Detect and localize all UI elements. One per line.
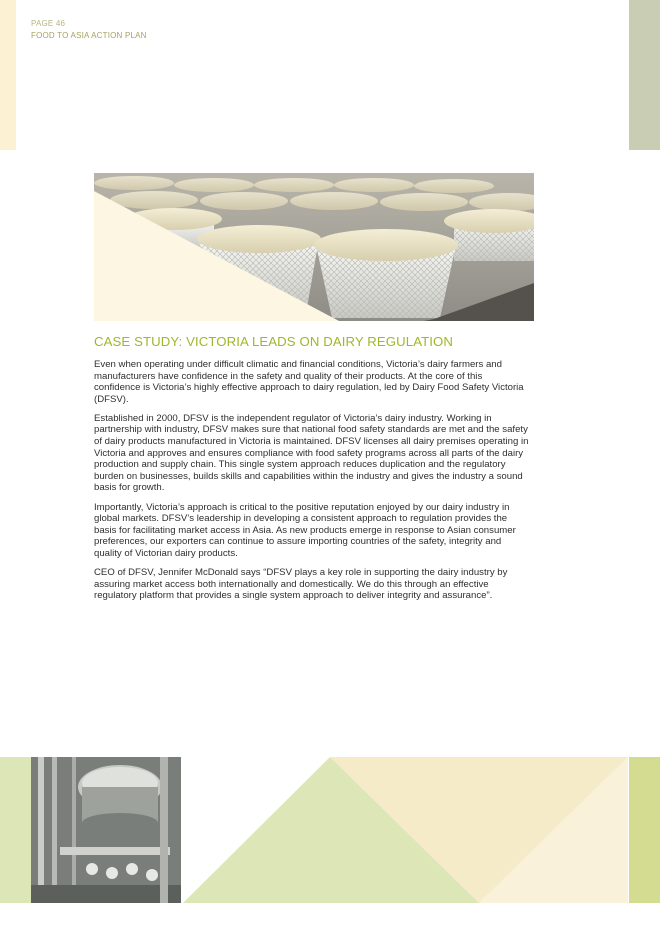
document-title: FOOD TO ASIA ACTION PLAN [31, 31, 147, 40]
decorative-band-footer-left [0, 757, 31, 903]
case-study-body [94, 359, 530, 609]
paragraph: Established in 2000, DFSV is the independent regulator of Victoria’s dairy industry. Working in partnership with industry, DFSV makes sure that national food safety standards are met and the safety of dairy products manufactured in Victoria is maintained. DFSV licenses all dairy premises operating in Victoria and approves and ensures compliance with food safety programs across all parts of the dairy production and supply chain. This single system approach reduces duplication and the regulatory burden on businesses, builds skills and capabilities within the industry and gives the industry a sound basis for growth. [94, 412, 529, 494]
footer-image-machinery [31, 757, 181, 903]
decorative-band-right [629, 0, 660, 150]
decorative-band-left [0, 0, 16, 150]
paragraph: Importantly, Victoria’s approach is critical to the positive reputation enjoyed by our dairy industry in global markets. DFSV’s leadership in developing a consistent approach to regulation provides the basis for facilitating market access in Asia. As new products emerge in response to Asian consumer preferences, our exporters can continue to assure importing countries of the safety, integrity and quality of Victorian dairy products. [94, 501, 516, 559]
paragraph: CEO of DFSV, Jennifer McDonald says “DFSV plays a key role in supporting the dairy industry by assuring market access both internationally and domestically. We do this through an effective regulatory platform that provides a single system approach to deliver integrity and assurance”. [94, 567, 508, 602]
paragraph: Even when operating under difficult climatic and financial conditions, Victoria’s dairy farmers and manufacturers have confidence in the safety and quality of their products. At the core of this confidence is Victoria’s highly effective approach to dairy regulation, led by Dairy Food Safety Victoria (DFSV). [94, 359, 524, 405]
decorative-band-footer-right [629, 757, 660, 903]
case-study-title: CASE STUDY: VICTORIA LEADS ON DAIRY REGULATION [94, 334, 454, 349]
page-number: PAGE 46 [31, 19, 66, 28]
hero-image-cheese [94, 173, 534, 321]
footer-decoration [0, 757, 660, 903]
